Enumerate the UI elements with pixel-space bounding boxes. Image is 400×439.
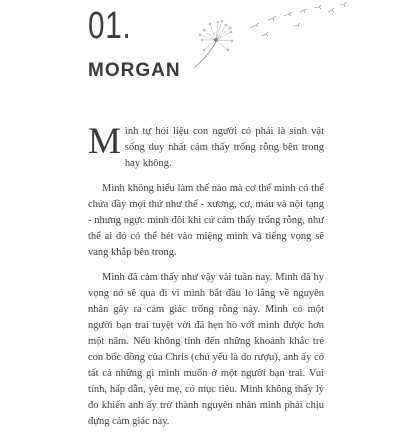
dandelion-icon [188, 0, 358, 70]
chapter-title: MORGAN [88, 60, 181, 81]
paragraph: Mình không hiểu làm thế nào mà cơ thể mình có thể chứa đầy mọi thứ như thế - xương, cơ, máu và nội tạng - nhưng ngực mình đôi khi cứ cảm thấy trống rỗng, như thể ai đó có thể hét vào miệng mình và tiếng vọng sẽ vang khắp bên trong. [88, 183, 324, 258]
chapter-number: 01. [88, 5, 132, 47]
paragraph [88, 121, 324, 172]
paragraph-text: ình tự hỏi liệu con người có phải là sinh vật sống duy nhất cảm thấy trống rỗng bên trong hay không. [124, 126, 324, 169]
body-text [88, 121, 324, 439]
paragraph: Mình đã cảm thấy như vậy vài tuần nay. Mình đã hy vọng nó sẽ qua đi vì mình bắt đầu lo lắng về nguyên nhân gây ra cảm giác trống rỗng này. Mình có một người bạn trai tuyệt vời đã hẹn hò với mình được hơn một năm. Nếu không tính đến những khoảnh khắc trẻ con bốc đồng của Chris (chủ yếu là do rượu), anh ấy có tất cả những gì mình muốn ở một người bạn trai. Vui tính, hấp dẫn, yêu mẹ, có mục tiêu. Mình không thấy lý do khiến anh ấy trở thành nguyên nhân mình phải chịu đựng cảm giác này. [88, 272, 324, 427]
drop-cap: M [88, 121, 121, 162]
